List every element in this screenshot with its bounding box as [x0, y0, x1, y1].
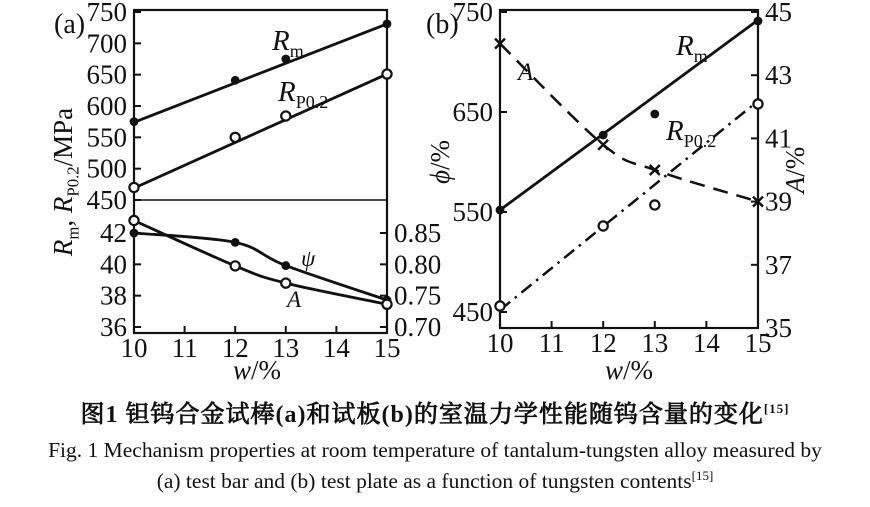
caption-english-line2-text: (a) test bar and (b) test plate as a function of tungsten contents: [156, 469, 692, 493]
x-tick-label: 14: [322, 333, 350, 363]
y-tick-label: 550: [452, 197, 493, 227]
data-point-Rp02: [650, 200, 659, 209]
y-tick-label: 450: [452, 297, 493, 327]
y-tick-label: 550: [86, 122, 127, 153]
series-label-Rp02: $R_{P0.2}$: [278, 76, 329, 112]
data-point-Rp02: [753, 99, 762, 108]
data-point-Rp02: [495, 301, 504, 310]
data-point-psi: [231, 238, 240, 247]
series-line-psi: [134, 233, 387, 300]
y-tick-label: 41: [765, 123, 792, 154]
y-tick-label: 750: [86, 0, 127, 27]
y-tick-label: 36: [100, 312, 127, 342]
series-label-Rp02: $R_{P0.2}$: [666, 115, 717, 151]
caption-chinese: [0, 394, 870, 429]
data-point-Rm: [650, 110, 659, 119]
x-axis-label: w/%: [232, 355, 282, 385]
caption-english-line1: [0, 438, 870, 463]
y-tick-label: 750: [452, 0, 493, 27]
data-point-Rm: [599, 131, 608, 140]
plot-box: [500, 10, 758, 328]
data-point-Rm: [496, 206, 505, 215]
y-tick-label: 650: [86, 59, 127, 90]
data-point-Rp02: [599, 221, 608, 230]
series-line-Rp02: [500, 101, 758, 310]
y-tick-label: 42: [100, 218, 127, 248]
y-tick-label: 39: [765, 186, 792, 217]
x-tick-label: 12: [221, 333, 249, 363]
series-line-Rm: [500, 20, 758, 210]
y-tick-label: 45: [765, 0, 792, 27]
caption-english-line2: [0, 469, 870, 494]
caption-chinese-ref: [15]: [763, 401, 790, 416]
data-point-A: [382, 300, 391, 309]
series-line-Rp02: [134, 74, 387, 188]
series-line-Rm: [134, 24, 387, 122]
y-tick-label: 40: [100, 249, 127, 280]
y-axis-label: $R_m$, $R_{P0.2}$/MPa: [48, 107, 83, 257]
y-tick-label: 450: [86, 185, 127, 215]
data-point-Rm: [383, 20, 392, 29]
y-tick-label: 500: [86, 153, 127, 184]
data-point-A: [598, 140, 608, 150]
y-tick-label: 650: [452, 97, 493, 127]
series-label-A: A: [287, 287, 302, 312]
panel-label: (a): [54, 9, 86, 40]
data-point-Rp02: [281, 111, 290, 120]
x-tick-label: 15: [373, 333, 401, 363]
series-label-psi: ψ: [301, 246, 316, 271]
data-point-Rm: [754, 17, 763, 26]
x-tick-label: 13: [641, 328, 669, 358]
y-tick-label: 38: [100, 280, 127, 311]
data-point-Rp02: [382, 69, 391, 78]
data-point-Rp02: [129, 183, 138, 192]
y-tick-label: 37: [765, 249, 792, 280]
y-tick-label: 0.80: [394, 249, 442, 280]
y-axis-label: ϕ/%: [425, 140, 455, 184]
data-point-A: [231, 261, 240, 270]
data-point-psi: [130, 229, 139, 238]
x-tick-label: 13: [272, 333, 300, 363]
data-point-Rm: [231, 76, 240, 85]
y-tick-label: 35: [765, 313, 792, 343]
x-tick-label: 10: [120, 333, 148, 363]
y-tick-label: 0.70: [394, 312, 442, 342]
data-point-psi: [281, 261, 290, 270]
series-label-Rm: $R_m$: [272, 25, 304, 61]
panel-label: (b): [426, 9, 459, 40]
x-tick-label: 10: [486, 328, 514, 358]
y-tick-label: 0.75: [394, 280, 442, 311]
series-line-A: [500, 44, 758, 202]
y-tick-label: 43: [765, 60, 792, 91]
x-tick-label: 12: [589, 328, 617, 358]
caption-english-ref: [15]: [691, 467, 714, 483]
caption-chinese-text: 图1 钽钨合金试棒(a)和试板(b)的室温力学性能随钨含量的变化: [80, 402, 764, 428]
series-label-Rm: $R_m$: [676, 30, 708, 66]
series-label-A: A: [518, 59, 534, 86]
x-tick-label: 11: [538, 328, 565, 358]
x-tick-label: 15: [744, 328, 772, 358]
y-tick-label: 700: [86, 28, 127, 59]
x-axis-label: w/%: [604, 355, 654, 385]
x-tick-label: 11: [171, 333, 198, 363]
x-tick-label: 14: [692, 328, 720, 358]
caption-english-line1-text: Fig. 1 Mechanism properties at room temperature of tantalum-tungsten alloy measured by: [48, 438, 822, 462]
data-point-Rp02: [231, 133, 240, 142]
y-axis-label: A/%: [780, 146, 810, 194]
data-point-A: [129, 216, 138, 225]
data-point-Rm: [130, 117, 139, 126]
series-line-A: [134, 220, 387, 304]
y-tick-label: 0.85: [394, 218, 442, 248]
y-tick-label: 600: [86, 91, 127, 121]
